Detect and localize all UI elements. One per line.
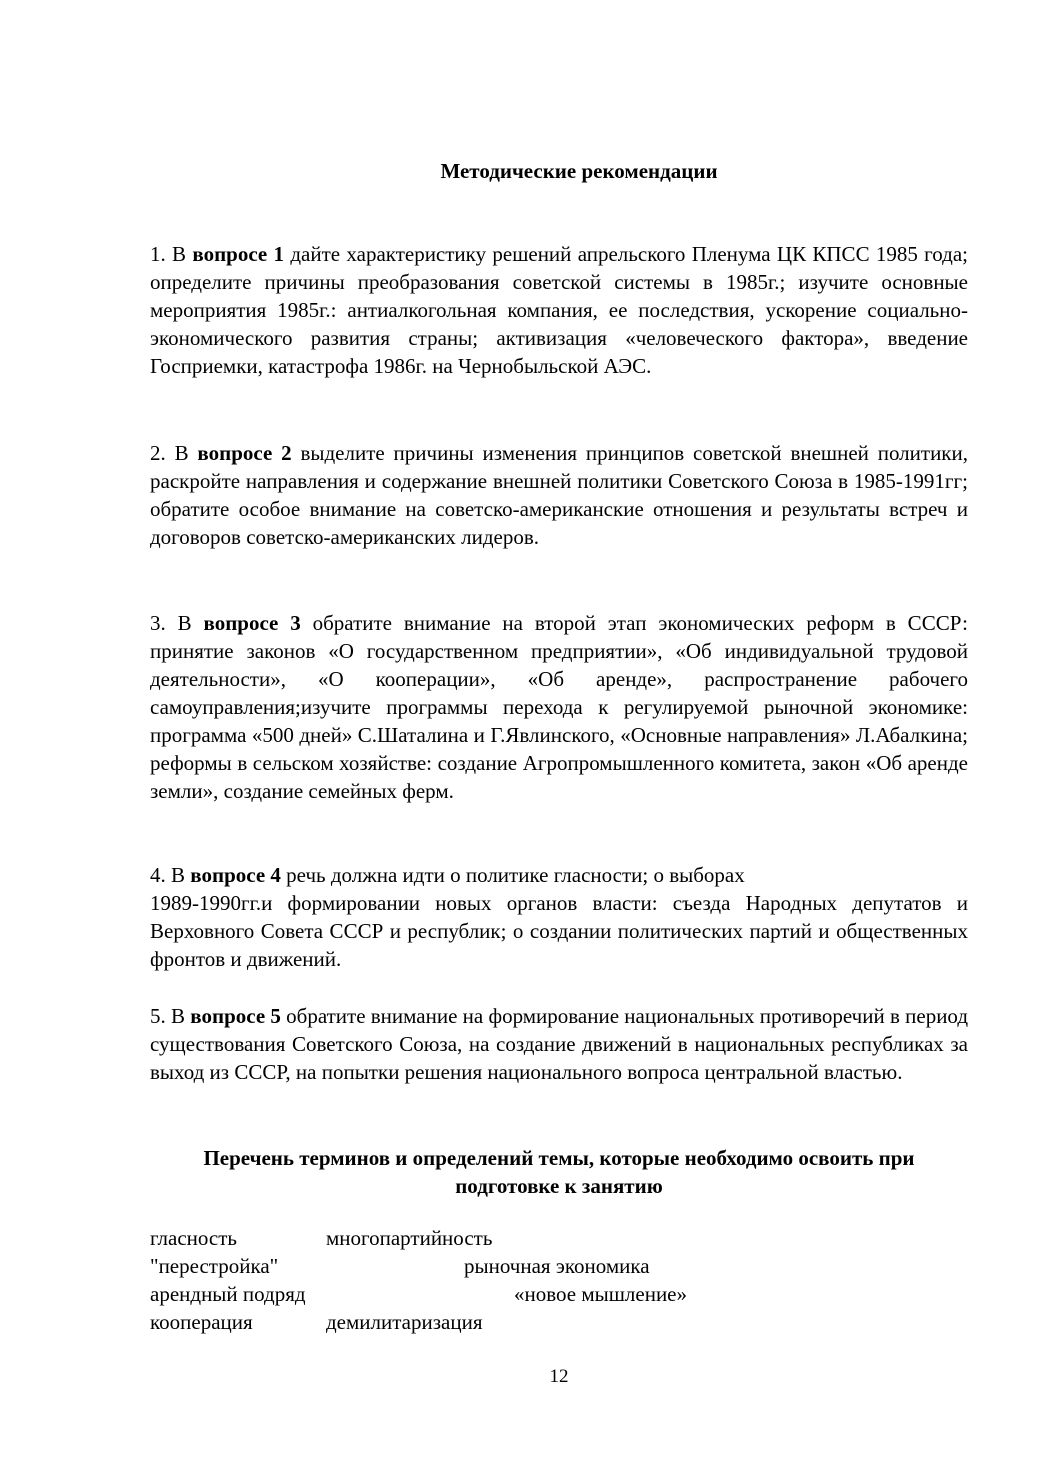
paragraph-number: 4. В	[150, 863, 191, 887]
paragraph-first-line-text: речь должна идти о политике гласности; о выборах	[280, 863, 745, 887]
term-item: кооперация	[150, 1310, 253, 1334]
paragraph-text: 1989-1990гг.и формировании новых органов власти: съезда Народных депутатов и Верховного Совета СССР и республик; о создании политических партий и общественных фронтов и движений.	[150, 891, 968, 971]
term-item: многопартийность	[326, 1226, 493, 1250]
page-title: Методические рекомендации	[440, 159, 718, 183]
paragraph-question-1	[150, 240, 968, 380]
term-item: рыночная экономика	[464, 1254, 650, 1278]
term-item: «новое мышление»	[514, 1282, 688, 1306]
question-label: вопросе 3	[203, 611, 301, 635]
paragraph-question-4	[150, 861, 968, 973]
paragraph-question-3	[150, 609, 968, 805]
terms-list	[150, 1224, 968, 1340]
term-item: гласность	[150, 1226, 238, 1250]
paragraph-text: выделите причины изменения принципов советской внешней политики, раскройте направления и содержание внешней политики Советского Союза в 1985-1991гг; обратите особое внимание на советско-американские отношения и результаты встреч и договоров советско-американских лидеров.	[150, 441, 968, 549]
paragraph-text: обратите внимание на второй этап экономических реформ в СССР: принятие законов «О государственном предприятии», «Об индивидуальной трудовой деятельности», «О кооперации», «Об аренде», распространение рабочего самоуправления;изучите программы перехода к регулируемой рыночной экономике: программа «500 дней» С.Шаталина и Г.Явлинского, «Основные направления» Л.Абалкина; реформы в сельском хозяйстве: создание Агропромышленного комитета, закон «Об аренде земли», создание семейных ферм.	[150, 611, 968, 803]
page-number: 12	[549, 1366, 569, 1387]
question-label: вопросе 5	[190, 1004, 281, 1028]
paragraph-number: 3. В	[150, 611, 204, 635]
question-label: вопросе 2	[197, 441, 292, 465]
question-label: вопросе 4	[190, 863, 281, 887]
question-label: вопросе 1	[192, 242, 285, 266]
term-item: "перестройка"	[150, 1254, 279, 1278]
terms-heading: Перечень терминов и определений темы, которые необходимо освоить при подготовке к занятию	[203, 1146, 915, 1198]
paragraph-number: 5. В	[150, 1004, 191, 1028]
term-item: арендный подряд	[150, 1282, 306, 1306]
paragraph-first-line	[150, 861, 968, 889]
paragraph-question-5	[150, 1002, 968, 1086]
paragraph-number: 2. В	[150, 441, 198, 465]
paragraph-number: 1. В	[150, 242, 193, 266]
paragraph-question-2	[150, 439, 968, 551]
term-item: демилитаризация	[326, 1310, 483, 1334]
paragraph-text: дайте характеристику решений апрельского Пленума ЦК КПСС 1985 года; определите причины преобразования советской системы в 1985г.; изучите основные мероприятия 1985г.: антиалкогольная компания, ее последствия, ускорение социально-экономического развития страны; активизация «человеческого фактора», введение Госприемки, катастрофа 1986г. на Чернобыльской АЭС.	[150, 242, 969, 378]
paragraph-text: обратите внимание на формирование национальных противоречий в период существования Советского Союза, на создание движений в национальных республиках за выход из СССР, на попытки решения национального вопроса центральной властью.	[150, 1004, 969, 1084]
